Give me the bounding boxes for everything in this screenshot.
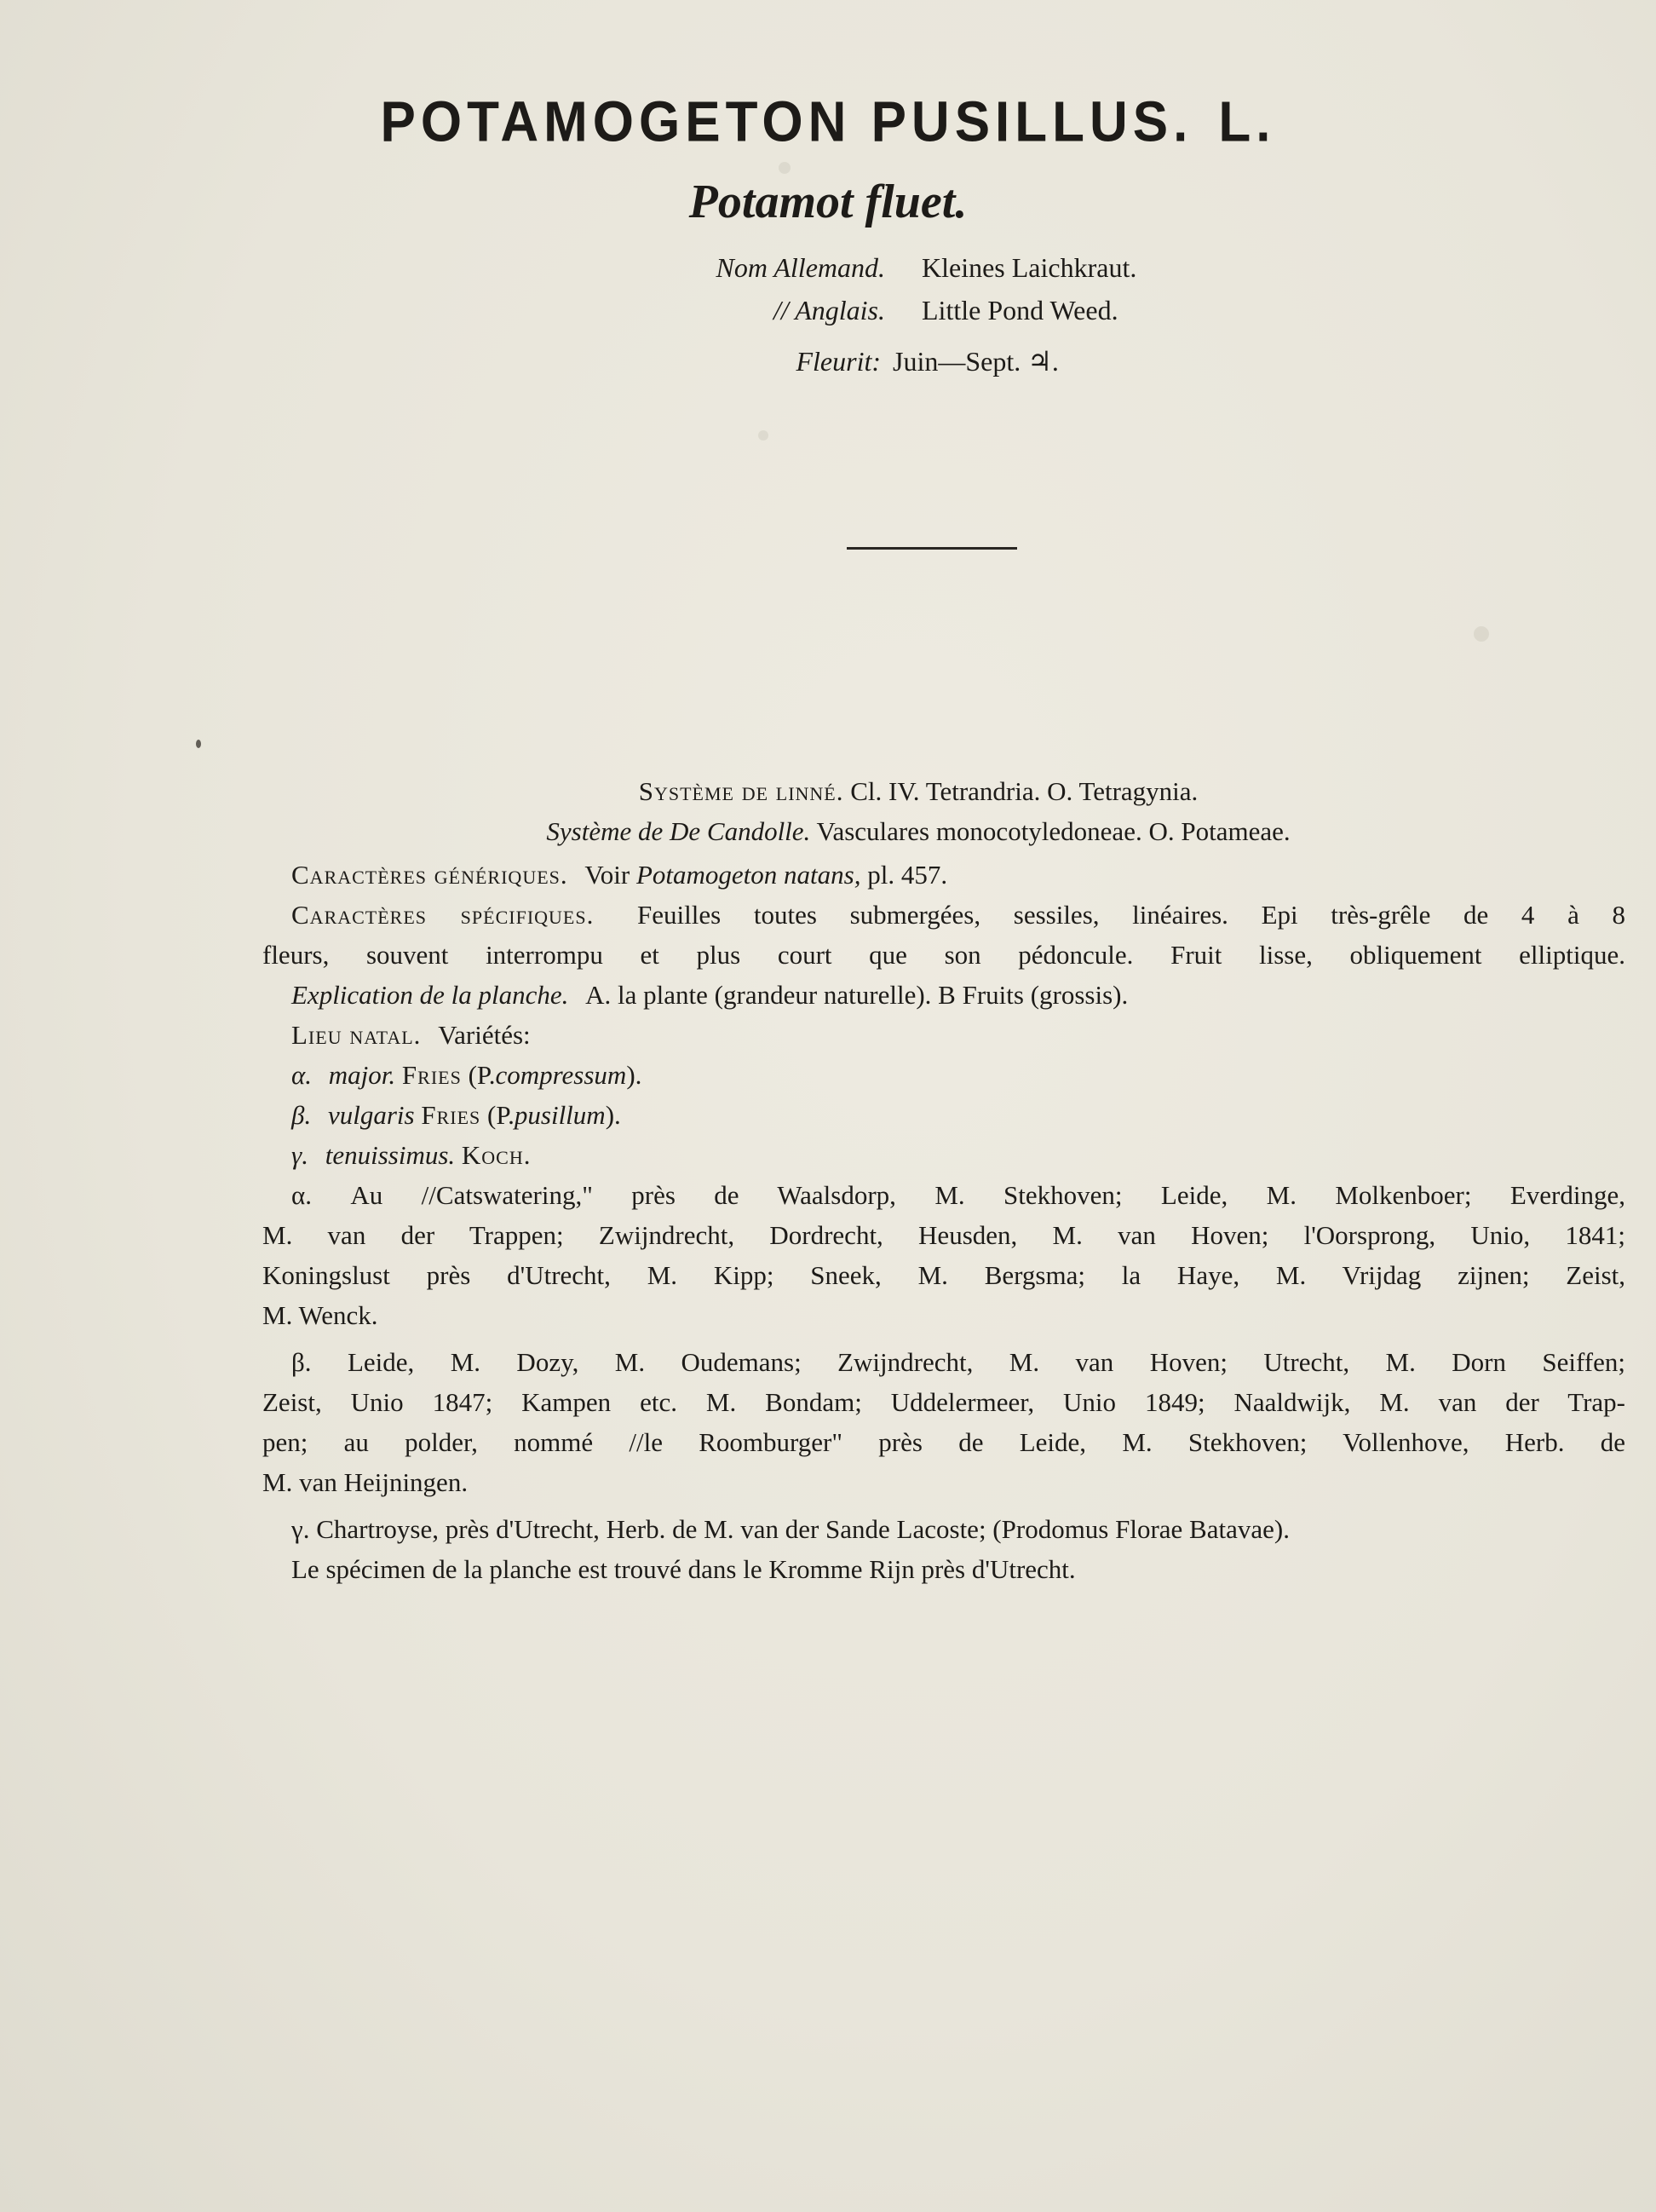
paper-spot: [758, 430, 768, 441]
english-name-row: [0, 290, 1656, 332]
english-name-value: Little Pond Weed.: [922, 295, 1118, 325]
variety-alpha: [262, 1055, 1625, 1095]
species-name: POTAMOGETON PUSILLUS.: [380, 90, 1193, 154]
candolle-value: Vasculares monocotyledoneae. O. Potameae.: [816, 816, 1291, 846]
habitat: [262, 1015, 1625, 1055]
variety-letter: γ.: [291, 1140, 308, 1170]
variety-synonym: pusillum: [514, 1100, 606, 1130]
flowering-row: [0, 341, 1656, 383]
candolle-system: [211, 811, 1625, 851]
variety-name: major.: [328, 1060, 396, 1090]
description-body: [262, 771, 1625, 1589]
generic-text-c: pl. 457.: [867, 860, 948, 890]
divider-rule: [847, 547, 1017, 550]
paper-spot: [779, 162, 791, 174]
locality-beta-line: pen; au polder, nommé //le Roomburger" près de Leide, M. Stekhoven; Vollenhove, Herb. de: [262, 1427, 1625, 1457]
flowering-label: Fleurit:: [796, 346, 881, 377]
paper-spot: [1474, 626, 1489, 642]
plate-explanation: [262, 975, 1625, 1015]
english-name-label: // Anglais.: [773, 295, 885, 325]
flowering-value: Juin—Sept. ♃.: [893, 346, 1059, 377]
locality-beta-line: β. Leide, M. Dozy, M. Oudemans; Zwijndrecht, M. van Hoven; Utrecht, M. Dorn Seiffen;: [291, 1347, 1625, 1377]
variety-author: Fries: [421, 1100, 481, 1130]
plate-label: Explication de la planche.: [291, 980, 569, 1010]
variety-syn-suffix: ).: [605, 1100, 621, 1130]
variety-syn-prefix: (P.: [487, 1100, 515, 1130]
common-names: [0, 247, 1656, 383]
specific-label: Caractères spécifiques.: [291, 900, 595, 930]
variety-name: vulgaris: [327, 1100, 415, 1130]
candolle-label: Système de De Candolle.: [546, 816, 811, 846]
species-author: L.: [1218, 90, 1276, 154]
german-name-row: [0, 247, 1656, 290]
variety-syn-suffix: ).: [626, 1060, 642, 1090]
specific-line1: Feuilles toutes submergées, sessiles, linéaires. Epi très-grêle de 4 à 8: [637, 900, 1625, 930]
locality-alpha-line: M. Wenck.: [262, 1300, 378, 1330]
specimen-note: Le spécimen de la planche est trouvé dans le Kromme Rijn près d'Utrecht.: [291, 1554, 1076, 1584]
variety-beta: [262, 1095, 1625, 1135]
page-title: [0, 89, 1656, 155]
german-name-value: Kleines Laichkraut.: [922, 252, 1137, 283]
habitat-label: Lieu natal.: [291, 1020, 422, 1050]
generic-text-a: Voir: [584, 860, 630, 890]
variety-gamma: [262, 1135, 1625, 1175]
generic-text-b: Potamogeton natans,: [635, 860, 861, 890]
variety-letter: α.: [291, 1060, 313, 1090]
specific-characters-line1: [262, 895, 1625, 935]
locality-alpha-line: M. van der Trappen; Zwijndrecht, Dordrecht, Heusden, M. van Hoven; l'Oorsprong, Unio, 1841;: [262, 1220, 1625, 1250]
variety-synonym: compressum: [495, 1060, 627, 1090]
variety-author: Fries: [401, 1060, 462, 1090]
linne-label: Système de linné.: [638, 776, 844, 806]
variety-name: tenuissimus.: [325, 1140, 456, 1170]
locality-beta-line: M. van Heijningen.: [262, 1467, 469, 1497]
linne-value: Cl. IV. Tetrandria. O. Tetragynia.: [850, 776, 1199, 806]
locality-alpha-line: Koningslust près d'Utrecht, M. Kipp; Sneek, M. Bergsma; la Haye, M. Vrijdag zijnen; Zeist,: [262, 1260, 1625, 1290]
linne-system: [211, 771, 1625, 811]
variety-syn-prefix: (P.: [468, 1060, 496, 1090]
plate-text: A. la plante (grandeur naturelle). B Fruits (grossis).: [585, 980, 1129, 1010]
specific-characters-line2: fleurs, souvent interrompu et plus court que son pédoncule. Fruit lisse, obliquement elliptique.: [262, 940, 1625, 970]
ink-speck: [196, 740, 201, 748]
generic-characters: [262, 855, 1625, 895]
locality-alpha-line: α. Au //Catswatering," près de Waalsdorp, M. Stekhoven; Leide, M. Molkenboer; Everdinge,: [291, 1180, 1625, 1210]
variety-letter: β.: [291, 1100, 312, 1130]
locality-beta-line: Zeist, Unio 1847; Kampen etc. M. Bondam; Uddelermeer, Unio 1849; Naaldwijk, M. van der Trap-: [262, 1387, 1625, 1417]
generic-label: Caractères génériques.: [291, 860, 568, 890]
variety-author: Koch.: [461, 1140, 532, 1170]
german-name-label: Nom Allemand.: [716, 252, 885, 283]
french-name: Potamot fluet.: [688, 176, 968, 228]
locality-gamma: γ. Chartroyse, près d'Utrecht, Herb. de M. van der Sande Lacoste; (Prodomus Florae Batavae).: [291, 1514, 1290, 1544]
habitat-text: Variétés:: [438, 1020, 531, 1050]
